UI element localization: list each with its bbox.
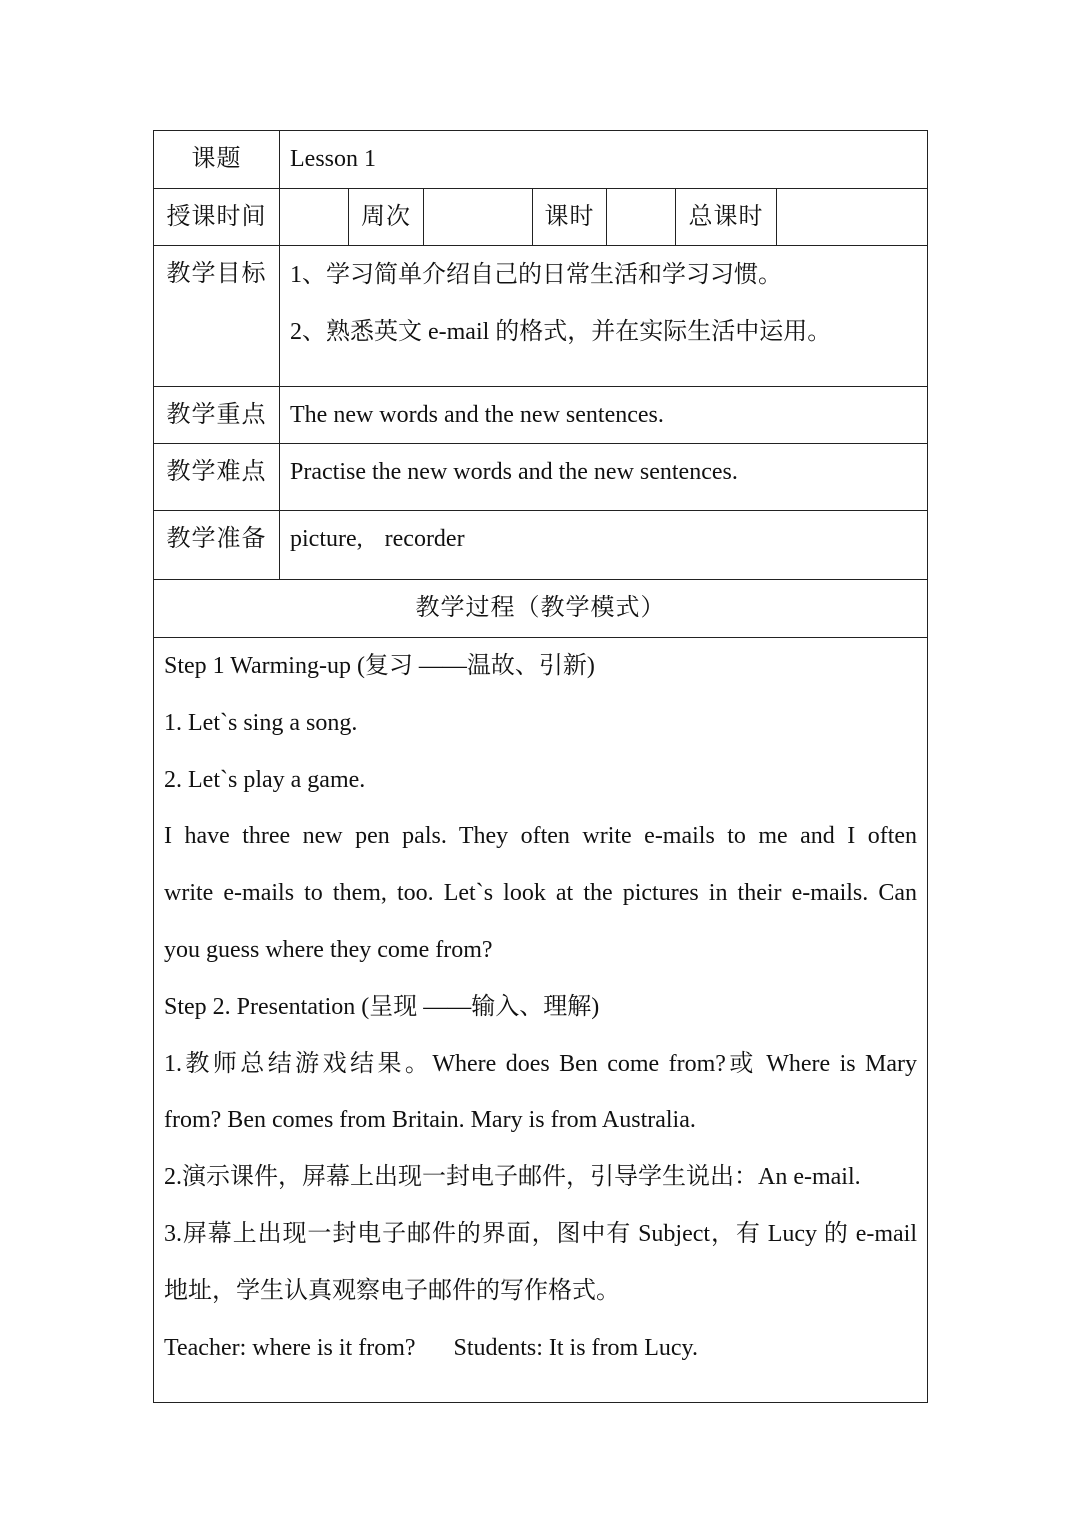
row-key-points <box>154 387 928 444</box>
process-line: 3.屏幕上出现一封电子邮件的界面，图中有 Subject，有 Lucy 的 e-mail <box>164 1220 918 1247</box>
objectives-cell <box>280 246 928 387</box>
key-points-label: 教学重点 <box>154 387 280 444</box>
teacher-line: Teacher: where is it from? <box>164 1334 416 1361</box>
key-points-value: The new words and the new sentences. <box>280 387 928 444</box>
preparation-label: 教学准备 <box>154 511 280 580</box>
process-body <box>154 638 928 1403</box>
process-line: write e-mails to them, too. Let`s look at the pictures in their e-mails. Can <box>164 880 918 907</box>
time-label: 授课时间 <box>154 189 280 246</box>
topic-label: 课题 <box>154 131 280 189</box>
process-line: you guess where they come from? <box>164 936 493 963</box>
objective-item: 1、学习简单介绍自己的日常生活和学习习惯。 <box>290 262 782 288</box>
step-heading: Step 2. Presentation (呈现 ——输入、理解) <box>164 993 600 1020</box>
preparation-item: picture, <box>290 526 363 552</box>
process-line: I have three new pen pals. They often write e-mails to me and I often <box>164 823 918 850</box>
difficulties-label: 教学难点 <box>154 444 280 511</box>
week-value <box>424 189 533 246</box>
row-preparation <box>154 511 928 580</box>
topic-value: Lesson 1 <box>280 131 928 189</box>
preparation-value <box>280 511 928 580</box>
process-line: 1. Let`s sing a song. <box>164 709 358 736</box>
row-process-header <box>154 580 928 638</box>
row-objectives <box>154 246 928 387</box>
row-schedule <box>154 189 928 246</box>
period-label: 课时 <box>533 189 607 246</box>
row-topic <box>154 131 928 189</box>
process-line <box>164 1332 917 1389</box>
objective-item: 2、熟悉英文 e-mail 的格式，并在实际生活中运用。 <box>290 319 832 345</box>
process-header: 教学过程（教学模式） <box>154 580 928 638</box>
process-line: 1.教师总结游戏结果。Where does Ben come from?或 Where is Mary <box>164 1050 918 1077</box>
step-heading: Step 1 Warming-up (复习 ——温故、引新) <box>164 653 595 679</box>
process-line: 2. Let`s play a game. <box>164 766 366 793</box>
difficulties-value: Practise the new words and the new sentences. <box>280 444 928 511</box>
preparation-item: recorder <box>384 526 465 552</box>
process-line: 2.演示课件，屏幕上出现一封电子邮件，引导学生说出：An e-mail. <box>164 1164 861 1191</box>
row-difficulties <box>154 444 928 511</box>
row-process-body <box>154 638 928 1403</box>
students-line: Students: It is from Lucy. <box>453 1334 698 1361</box>
week-label: 周次 <box>349 189 424 246</box>
process-line: from? Ben comes from Britain. Mary is from Australia. <box>164 1107 696 1134</box>
process-line: 地址，学生认真观察电子邮件的写作格式。 <box>164 1277 620 1304</box>
time-value <box>280 189 349 246</box>
period-value <box>607 189 676 246</box>
objectives-label: 教学目标 <box>154 246 280 387</box>
total-label: 总课时 <box>676 189 777 246</box>
lesson-plan-table <box>153 130 928 1403</box>
total-value <box>777 189 928 246</box>
